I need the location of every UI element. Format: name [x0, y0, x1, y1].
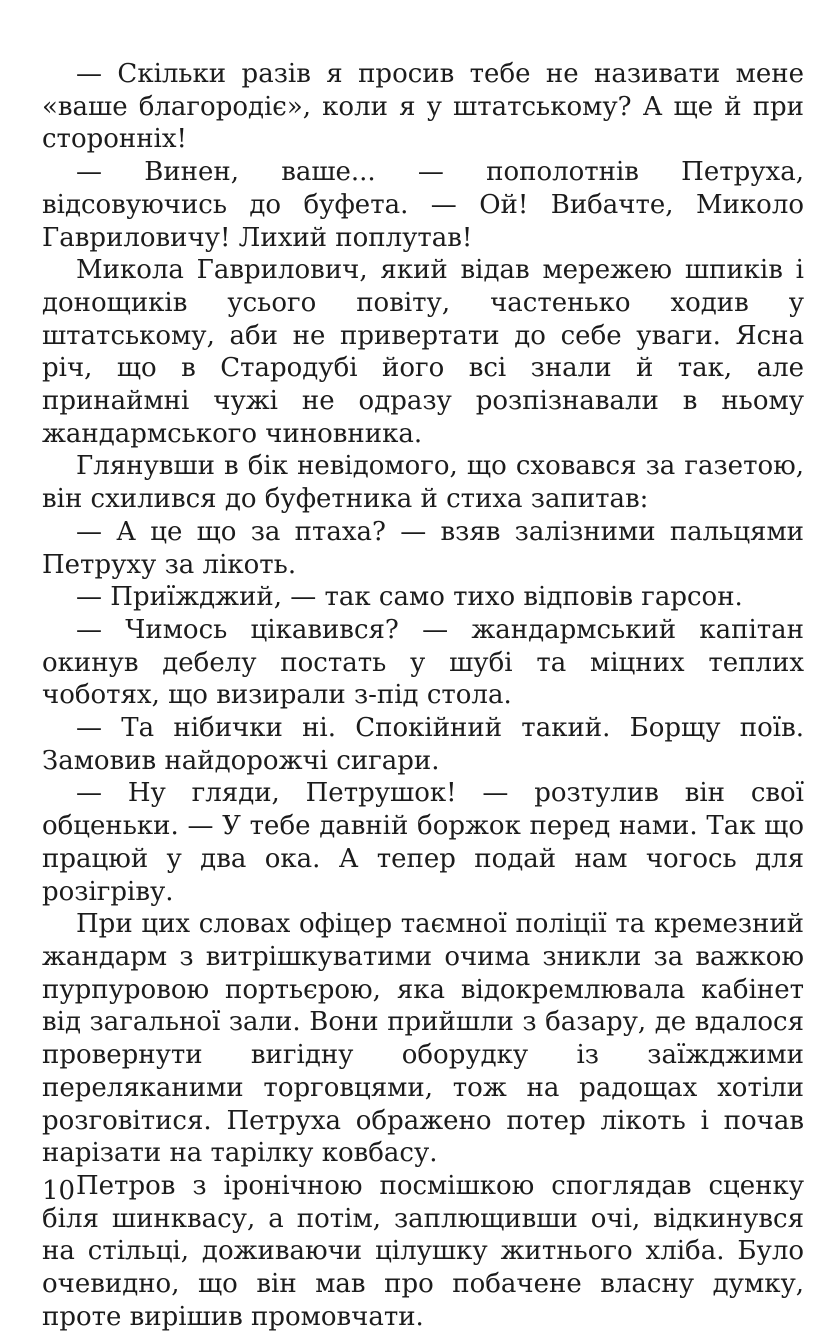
paragraph-3: Микола Гаврилович, який відав мережею шпиків і донощиків усього повіту, частенько ходив у штатському, аби не привертати до себе уваги. Ясна річ, що в Стародубі його всі знали й так, але принаймні чужі не одразу розпізнавали в ньому жандармського чиновника. [42, 255, 804, 449]
paragraph-8: — Та нібички ні. Спокійний такий. Борщу поїв. Замовив найдорожчі сигари. [42, 713, 804, 776]
paragraph-11: Петров з іронічною посмішкою споглядав сценку біля шинквасу, а потім, заплющивши очі, відкинувся на стільці, доживаючи цілушку житнього хліба. Було очевидно, що він мав про побачене власну думку, проте вирішив промовчати. [42, 1170, 804, 1332]
paragraph-2: — Винен, ваше... — пополотнів Петруха, відсовуючись до буфета. — Ой! Вибачте, Миколо Гавриловичу! Лихий поплутав! [42, 157, 804, 253]
paragraph-4: Глянувши в бік невідомого, що сховався за газетою, він схилився до буфетника й стиха запитав: [42, 451, 804, 515]
paragraph-9: — Ну гляди, Петрушок! — розтулив він свої обценьки. — У тебе давній боржок перед нами. Так що працюй у два ока. А тепер подай нам чогось для розігріву. [42, 778, 804, 907]
paragraph-1: — Скільки разів я просив тебе не називати мене «ваше благородіє», коли я у штатському? А ще й при сторонніх! [42, 59, 804, 155]
paragraph-7: — Чимось цікавився? — жандармський капітан окинув дебелу постать у шубі та міцних теплих чоботях, що визирали з-під стола. [42, 614, 804, 711]
paragraph-10: При цих словах офіцер таємної поліції та кремезний жандарм з витрішкуватими очима зникли за важкою пурпуровою портьєрою, яка відокремлювала кабінет від загальної зали. Вони прийшли з базару, де вдалося провернути вигідну оборудку із заїжджими переляканими торговцями, тож на радощах хотіли розговітися. Петруха ображено потер лікоть і почав нарізати на тарілку ковбасу. [42, 909, 804, 1169]
paragraph-5: — А це що за птаха? — взяв залізними пальцями Петруху за лікоть. [42, 516, 804, 580]
paragraph-6: — Приїжджий, — так само тихо відповів гарсон. [76, 582, 743, 613]
page-number: 10 [42, 1176, 76, 1206]
body-text [42, 58, 804, 1333]
